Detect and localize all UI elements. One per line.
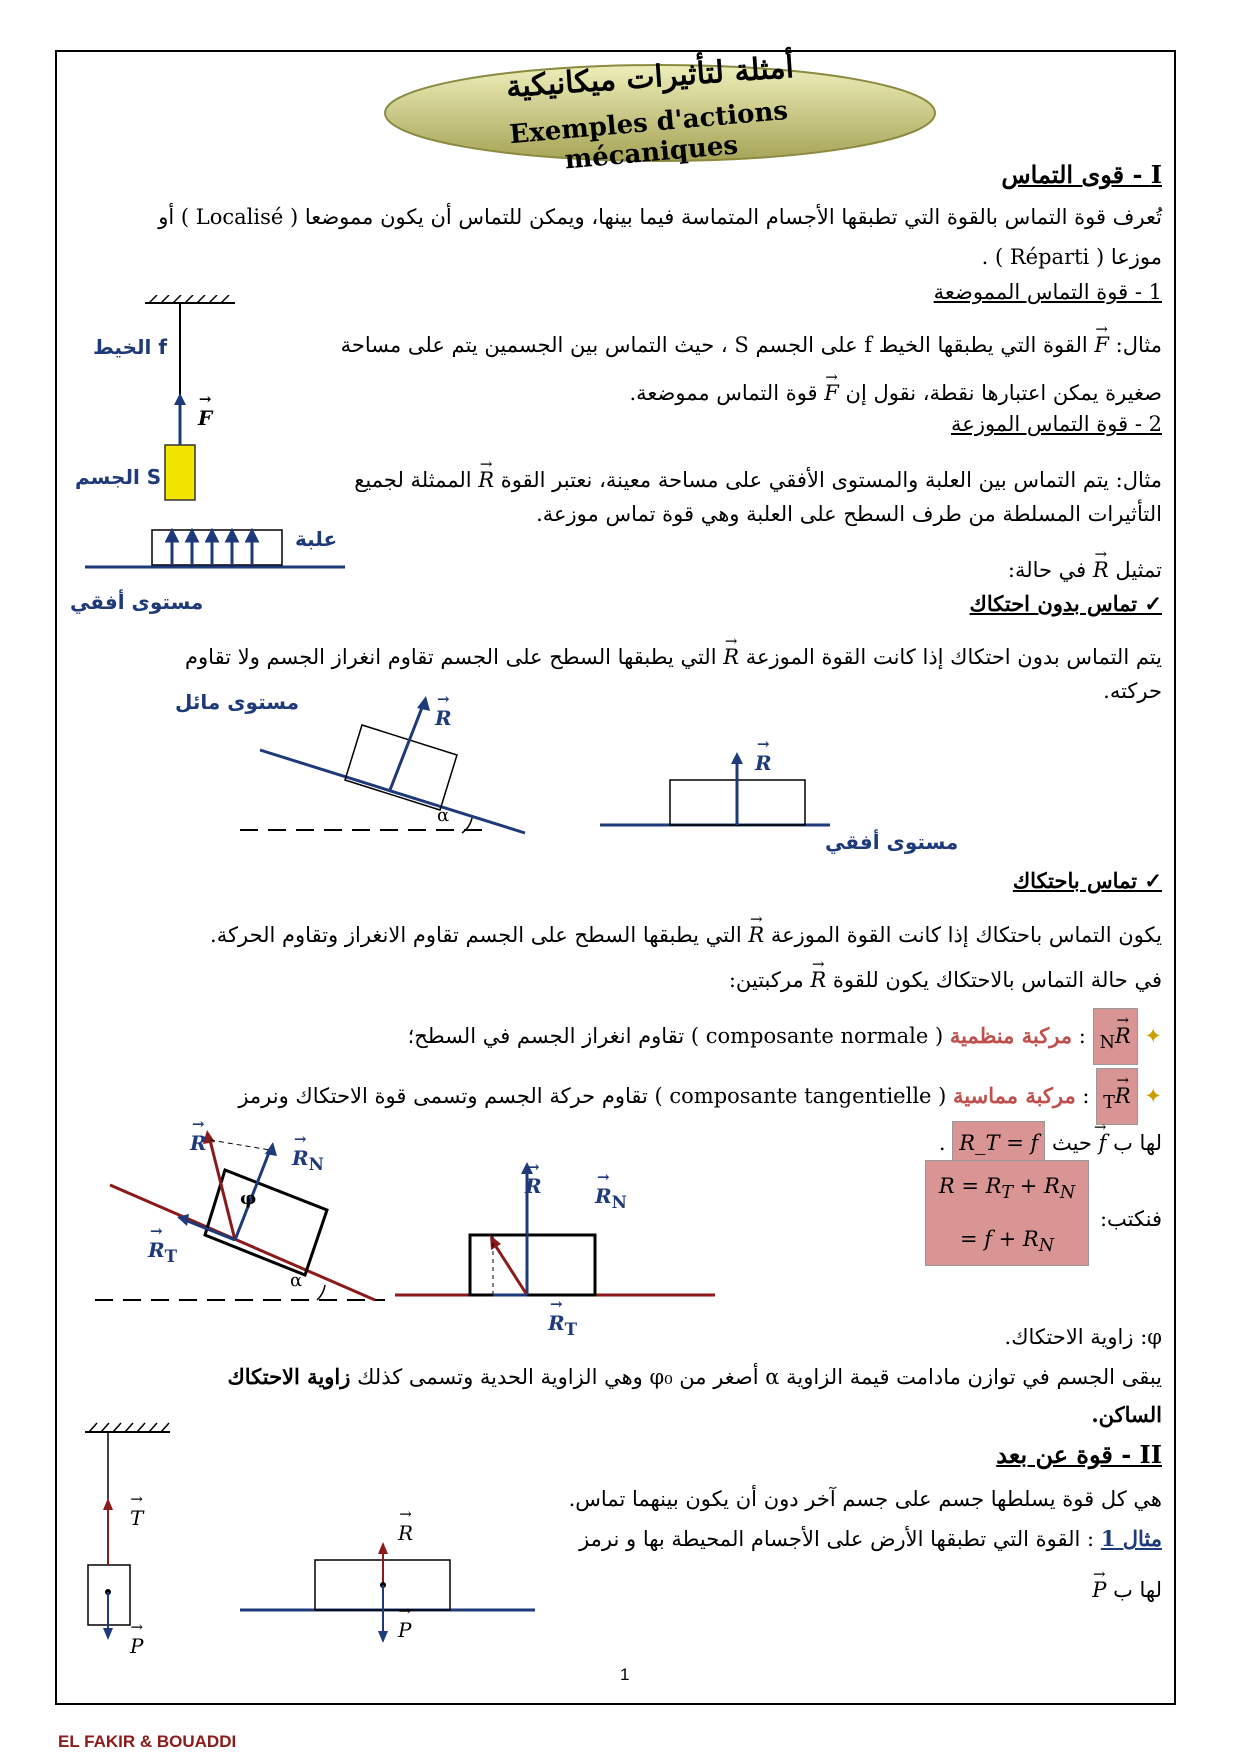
fig-vec-T: → T <box>130 1500 143 1530</box>
thread-label: الخيط f <box>93 335 168 359</box>
section1-heading: I - قوى التماس <box>1001 160 1162 189</box>
vec-F: → F <box>1094 320 1109 364</box>
symbol-line: لها ب → f حيث R_T = f . <box>939 1118 1162 1165</box>
section2-example: مثال 1 : القوة التي تطبقها الأرض على الأجسام المحيطة بها و نرمز <box>579 1526 1162 1551</box>
tangent-component-line: ✦ → $R_T$ : مركبة مماسية ( composante tangentielle ) تقاوم حركة الجسم وتسمى قوة الاحتكاك ونرمز <box>100 1068 1162 1125</box>
title-french: Exemples d'actions mécaniques <box>508 95 790 176</box>
fig-vec-F: → F <box>198 400 212 430</box>
fig-friction-RT: → R <box>148 1232 165 1262</box>
page-number: 1 <box>620 1665 630 1684</box>
equilibrium-text: يبقى الجسم في توازن مادامت قيمة الزاوية α أصغر من φ₀ وهي الزاوية الحدية وتسمى كذلك زاوية الاحتكاك <box>227 1364 1162 1389</box>
fig-friction-h-RN: → R <box>595 1178 612 1208</box>
normal-component-label: مركبة منظمية <box>949 1023 1073 1048</box>
friction-line-2: في حالة التماس بالاحتكاك يكون للقوة → R مركبتين: <box>729 955 1162 999</box>
inclined-plane-label-1: مستوى مائل <box>175 690 299 714</box>
box-label: علبة <box>295 527 338 551</box>
horizontal-plane-label-1: مستوى أفقي <box>70 590 204 614</box>
section2-line1: هي كل قوة يسلطها جسم على جسم آخر دون أن يكون بينهما تماس. <box>568 1487 1162 1511</box>
fig-vec-R-3: → R <box>398 1515 413 1545</box>
phi-definition: φ: زاوية الاحتكاك. <box>1004 1325 1162 1349</box>
sub2-representation: تمثيل → R في حالة: <box>1008 545 1162 589</box>
section1-intro-1: تُعرف قوة التماس بالقوة التي تطبقها الأجسام المتماسة فيما بينها، ويمكن للتماس أن يكون مموضعا ( Localisé ) أو <box>158 205 1162 229</box>
sub2-example-2: التأثيرات المسلطة من طرف السطح على العلبة وهي قوة تماس موزعة. <box>536 502 1162 526</box>
fig-vec-P-1: → P <box>130 1628 143 1658</box>
horizontal-plane-label-2: مستوى أفقي <box>825 830 959 854</box>
title-arabic: أمثلة لتأثيرات ميكانيكية <box>505 49 795 106</box>
section2-heading: II - قوة عن بعد <box>996 1440 1162 1469</box>
section1-intro-2: موزعا ( Réparti ) . <box>981 245 1162 269</box>
equation-box: $R = R_T + R_N$ = $f + R_N$ <box>925 1160 1089 1266</box>
sub1-example-2: صغيرة يمكن اعتبارها نقطة، نقول إن → F قوة التماس مموضعة. <box>629 368 1162 412</box>
fig-friction-h-R: → R <box>525 1168 542 1198</box>
write-label: فنكتب: <box>1099 1207 1162 1231</box>
equilibrium-text-2: الساكن. <box>1091 1402 1162 1427</box>
tangent-component-label: مركبة مماسية <box>953 1083 1076 1108</box>
footer-authors: EL FAKIR & BOUADDI <box>58 1732 237 1751</box>
eq-RT-f: R_T = f <box>952 1121 1045 1165</box>
figure-no-friction <box>240 690 830 850</box>
fig-friction-R: → R <box>190 1125 207 1155</box>
fig-friction-RN: → R <box>292 1140 309 1170</box>
no-friction-line-1: يتم التماس بدون احتكاك إذا كانت القوة الموزعة → R التي يطبقها السطح على الجسم تقاوم انغراز الجسم ولا تقاوم <box>185 632 1162 676</box>
sub2-heading: 2 - قوة التماس الموزعة <box>951 412 1162 436</box>
friction-heading: ✓ تماس باحتكاك <box>1012 868 1162 893</box>
sub2-example-1: مثال: يتم التماس بين العلبة والمستوى الأفقي على مساحة معينة، نعتبر القوة → R الممثلة لجميع <box>354 455 1162 499</box>
fig-friction-h-RT: → R <box>548 1305 565 1335</box>
fig-vec-P-2: → P <box>398 1612 411 1642</box>
sub1-example-1: مثال: → F القوة التي يطبقها الخيط f على الجسم S ، حيث التماس بين الجسمين يتم على مساحة <box>341 320 1162 364</box>
friction-line-1: يكون التماس باحتكاك إذا كانت القوة الموزعة → R التي يطبقها السطح على الجسم تقاوم الانغراز وتقاوم الحركة. <box>210 910 1162 954</box>
figure-weight <box>65 1420 545 1650</box>
normal-component-line: ✦ → $R_N$ : مركبة منظمية ( composante normale ) تقاوم انغراز الجسم في السطح؛ <box>408 1008 1162 1065</box>
fig-vec-R-1: → R <box>435 700 452 730</box>
fig-vec-R-2: → R <box>755 745 772 775</box>
no-friction-line-2: حركته. <box>1103 679 1162 703</box>
no-friction-heading: ✓ تماس بدون احتكاك <box>969 591 1162 616</box>
phi-label: φ <box>240 1188 257 1209</box>
alpha-2: α <box>290 1270 303 1291</box>
section2-example-2: لها ب → P <box>1092 1565 1162 1609</box>
alpha-1: α <box>437 805 450 826</box>
body-label: الجسم S <box>75 465 162 489</box>
sub1-heading: 1 - قوة التماس المموضعة <box>933 280 1162 304</box>
